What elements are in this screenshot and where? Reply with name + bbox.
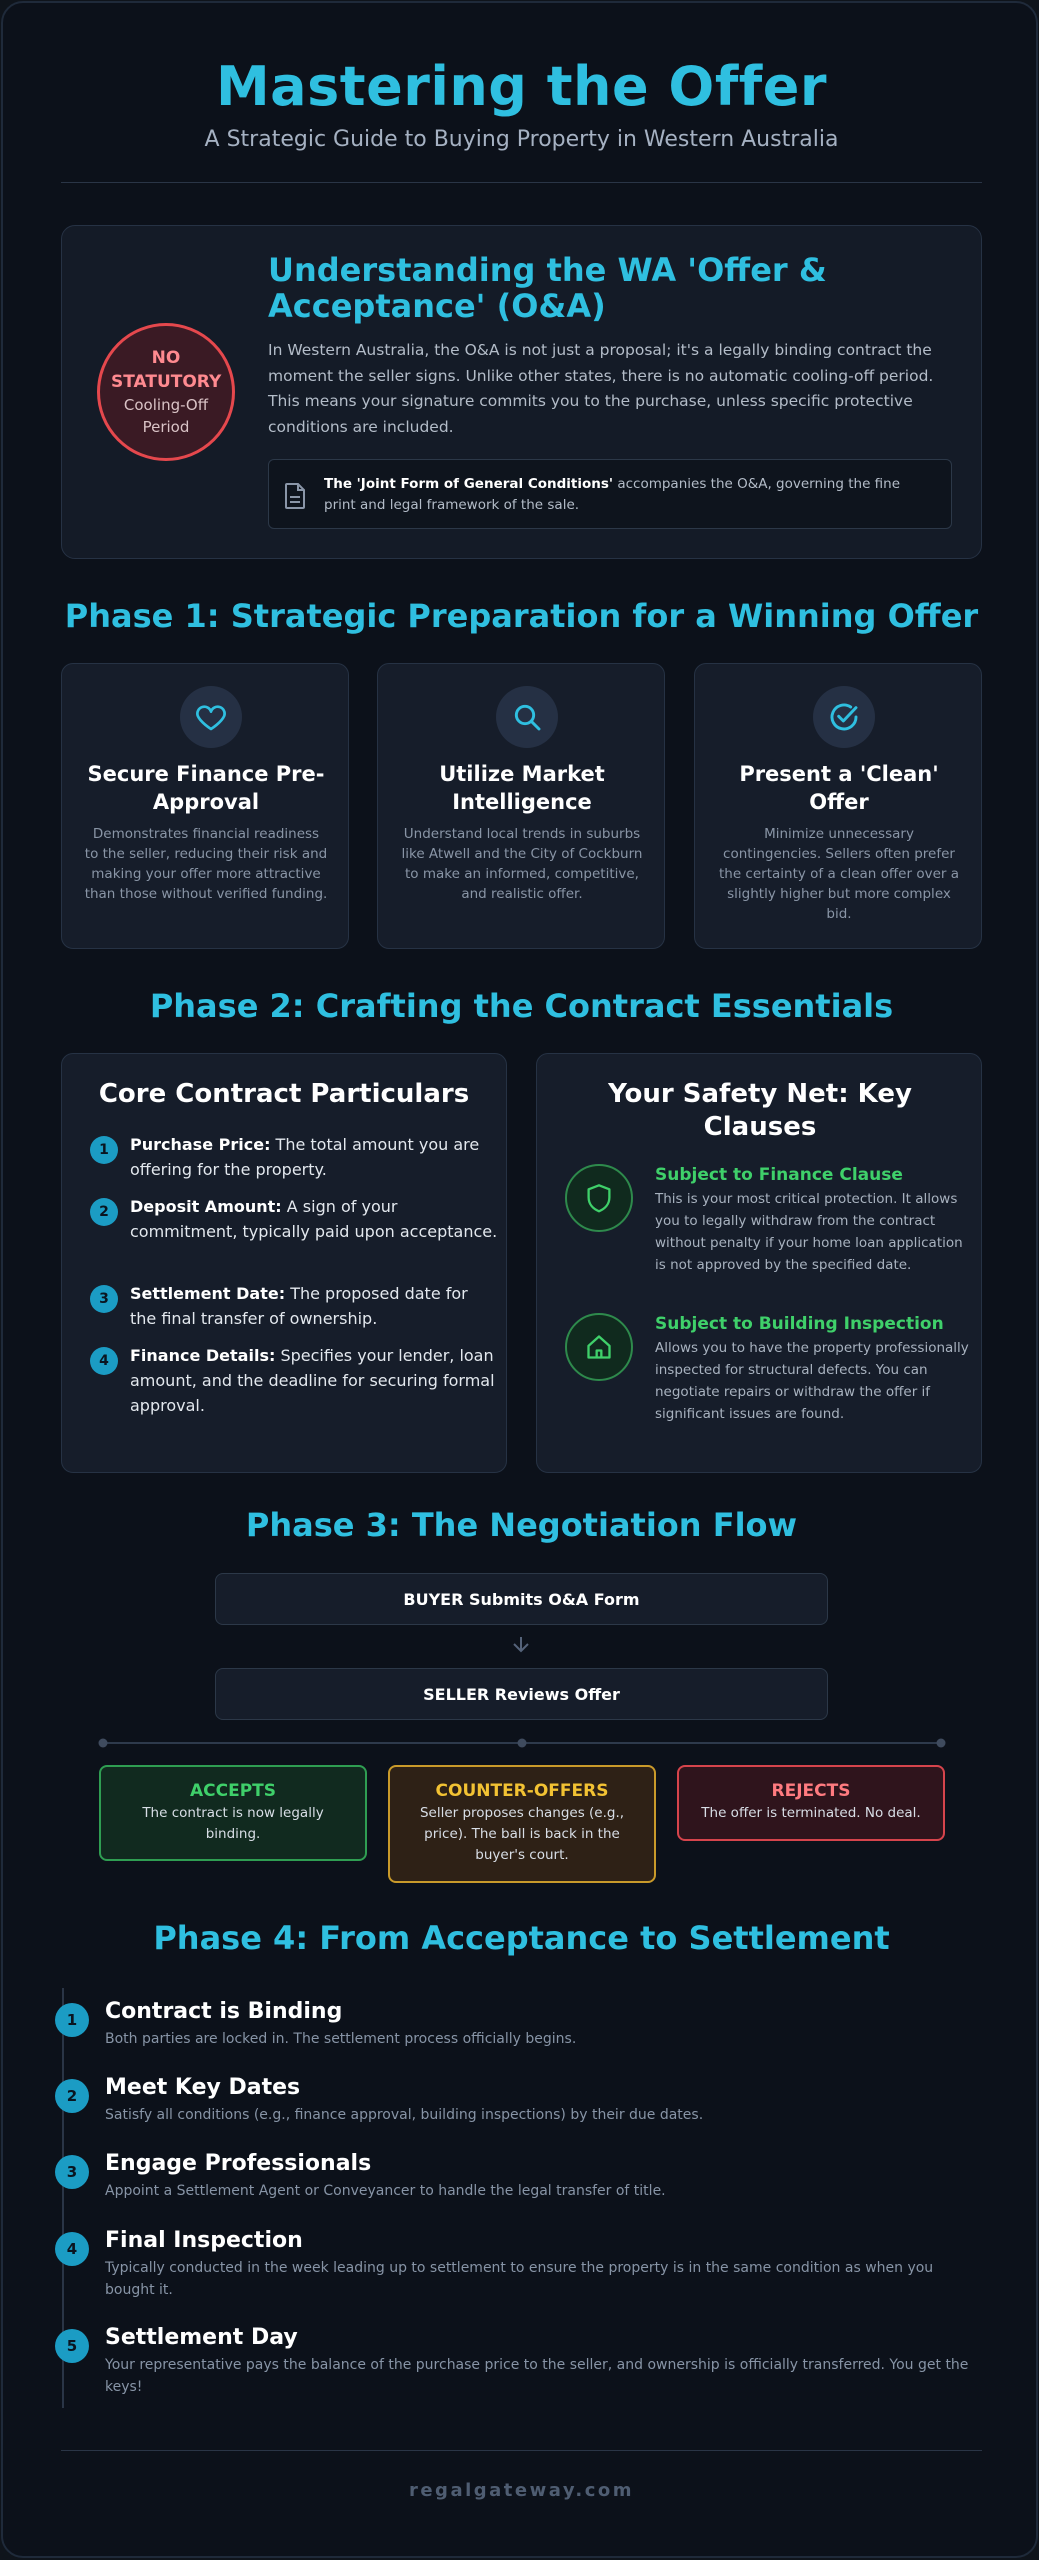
heart-icon [180,686,242,748]
particular-item: Purchase Price: The total amount you are offering for the property. [130,1135,480,1179]
finance-clause-title: Subject to Finance Clause [655,1165,903,1185]
timeline-desc: Your representative pays the balance of the purchase price to the seller, and ownership is officially transferred. You get the keys! [105,2357,969,2395]
p1-card-clean-offer [694,663,982,949]
particular-number: 2 [90,1198,118,1226]
timeline-number: 3 [55,2155,89,2189]
phase4-heading: Phase 4: From Acceptance to Settlement [153,1919,890,1957]
footer-domain: regalgateway.com [408,2480,635,2501]
p1-card-desc: Demonstrates financial readiness to the seller, reducing their risk and making your offer more attractive than those without verified funding. [84,826,328,902]
particular-number: 4 [90,1347,118,1375]
branch-connector [93,1735,953,1751]
phase2-heading: Phase 2: Crafting the Contract Essentials [149,987,894,1025]
page-title: Mastering the Offer [215,55,828,118]
house-icon [565,1313,633,1381]
outcome-desc: The offer is terminated. No deal. [701,1805,921,1821]
timeline-number: 5 [55,2329,89,2363]
p1-card-market [377,663,665,949]
timeline-desc: Satisfy all conditions (e.g., finance approval, building inspections) by their due dates. [105,2107,704,2123]
p1-card-title: Present a 'Clean' Offer [739,762,939,814]
timeline-title: Final Inspection [105,2228,303,2253]
timeline-title: Engage Professionals [105,2151,372,2176]
outcome-title: COUNTER-OFFERS [435,1781,609,1801]
timeline-desc: Typically conducted in the week leading up to settlement to ensure the property is in the same condition as when you bought it. [105,2260,934,2298]
badge-caption: Cooling-Off Period [123,396,209,436]
flow-step-buyer: BUYER Submits O&A Form [215,1573,828,1625]
outcome-accepts [99,1765,367,1861]
particular-item: Finance Details: Specifies your lender, loan amount, and the deadline for securing formal approval. [130,1346,495,1415]
outcome-rejects [677,1765,945,1841]
oa-card [61,225,982,559]
no-cooling-off-badge [97,323,235,461]
badge-headline: NO STATUTORY [111,348,222,392]
note-text [324,474,934,516]
phase1-heading: Phase 1: Strategic Preparation for a Winning Offer [64,597,979,635]
inspection-clause-desc: Allows you to have the property professionally inspected for structural defects. You can negotiate repairs or withdraw the offer if significant issues are found. [655,1340,969,1422]
header-divider [61,182,982,183]
timeline-number: 4 [55,2232,89,2266]
inspection-clause-title: Subject to Building Inspection [655,1314,944,1334]
note-rest: accompanies the O&A, governing the fine print and legal framework of the sale. [324,476,901,513]
p1-card-desc: Minimize unnecessary contingencies. Sellers often prefer the certainty of a clean offer over a slightly higher but more complex bid. [718,826,959,922]
timeline-title: Contract is Binding [105,1999,343,2024]
general-conditions-note [268,459,952,529]
check-circle-icon [813,686,875,748]
outcome-title: ACCEPTS [189,1781,277,1801]
safety-net-card [536,1053,982,1473]
particular-number: 1 [90,1136,118,1164]
timeline-title: Settlement Day [105,2325,298,2350]
note-bold: The 'Joint Form of General Conditions' [324,476,614,492]
search-icon [496,686,558,748]
finance-clause-desc: This is your most critical protection. It allows you to legally withdraw from the contract without penalty if your home loan application is not approved by the specified date. [655,1191,963,1273]
page-subtitle: A Strategic Guide to Buying Property in Western Australia [204,127,839,152]
p1-card-desc: Understand local trends in suburbs like Atwell and the City of Cockburn to make an informed, competitive, and realistic offer. [401,826,643,902]
particular-number: 3 [90,1285,118,1313]
timeline-number: 1 [55,2003,89,2037]
p1-card-finance [61,663,349,949]
timeline-title: Meet Key Dates [105,2075,301,2100]
core-particulars-card [61,1053,507,1473]
phase3-heading: Phase 3: The Negotiation Flow [245,1506,798,1544]
shield-icon [565,1164,633,1232]
particular-item: Settlement Date: The proposed date for the final transfer of ownership. [130,1284,468,1328]
flow-step-seller: SELLER Reviews Offer [215,1668,828,1720]
footer-divider [61,2450,982,2451]
timeline-desc: Appoint a Settlement Agent or Conveyancer to handle the legal transfer of title. [105,2183,666,2199]
timeline-number: 2 [55,2079,89,2113]
p1-card-title: Secure Finance Pre-Approval [87,762,325,814]
document-icon [283,482,307,514]
chevron-down-icon [510,1635,532,1657]
oa-title: Understanding the WA 'Offer & Acceptance' (O&A) [268,251,827,325]
particular-item: Deposit Amount: A sign of your commitment, typically paid upon acceptance. [130,1197,498,1241]
timeline-desc: Both parties are locked in. The settlement process officially begins. [105,2031,577,2047]
core-particulars-title: Core Contract Particulars [98,1079,470,1109]
outcome-title: REJECTS [771,1781,851,1801]
safety-net-title: Your Safety Net: Key Clauses [608,1079,912,1142]
infographic-frame [1,1,1038,2558]
p1-card-title: Utilize Market Intelligence [439,762,605,814]
oa-body: In Western Australia, the O&A is not just a proposal; it's a legally binding contract the moment the seller signs. Unlike other states, there is no automatic cooling-off period. This means your signature commits you to the purchase, unless specific protective conditions are included. [268,341,934,436]
outcome-counter-offers [388,1765,656,1883]
outcome-desc: Seller proposes changes (e.g., price). The ball is back in the buyer's court. [419,1805,625,1863]
outcome-desc: The contract is now legally binding. [142,1805,324,1842]
